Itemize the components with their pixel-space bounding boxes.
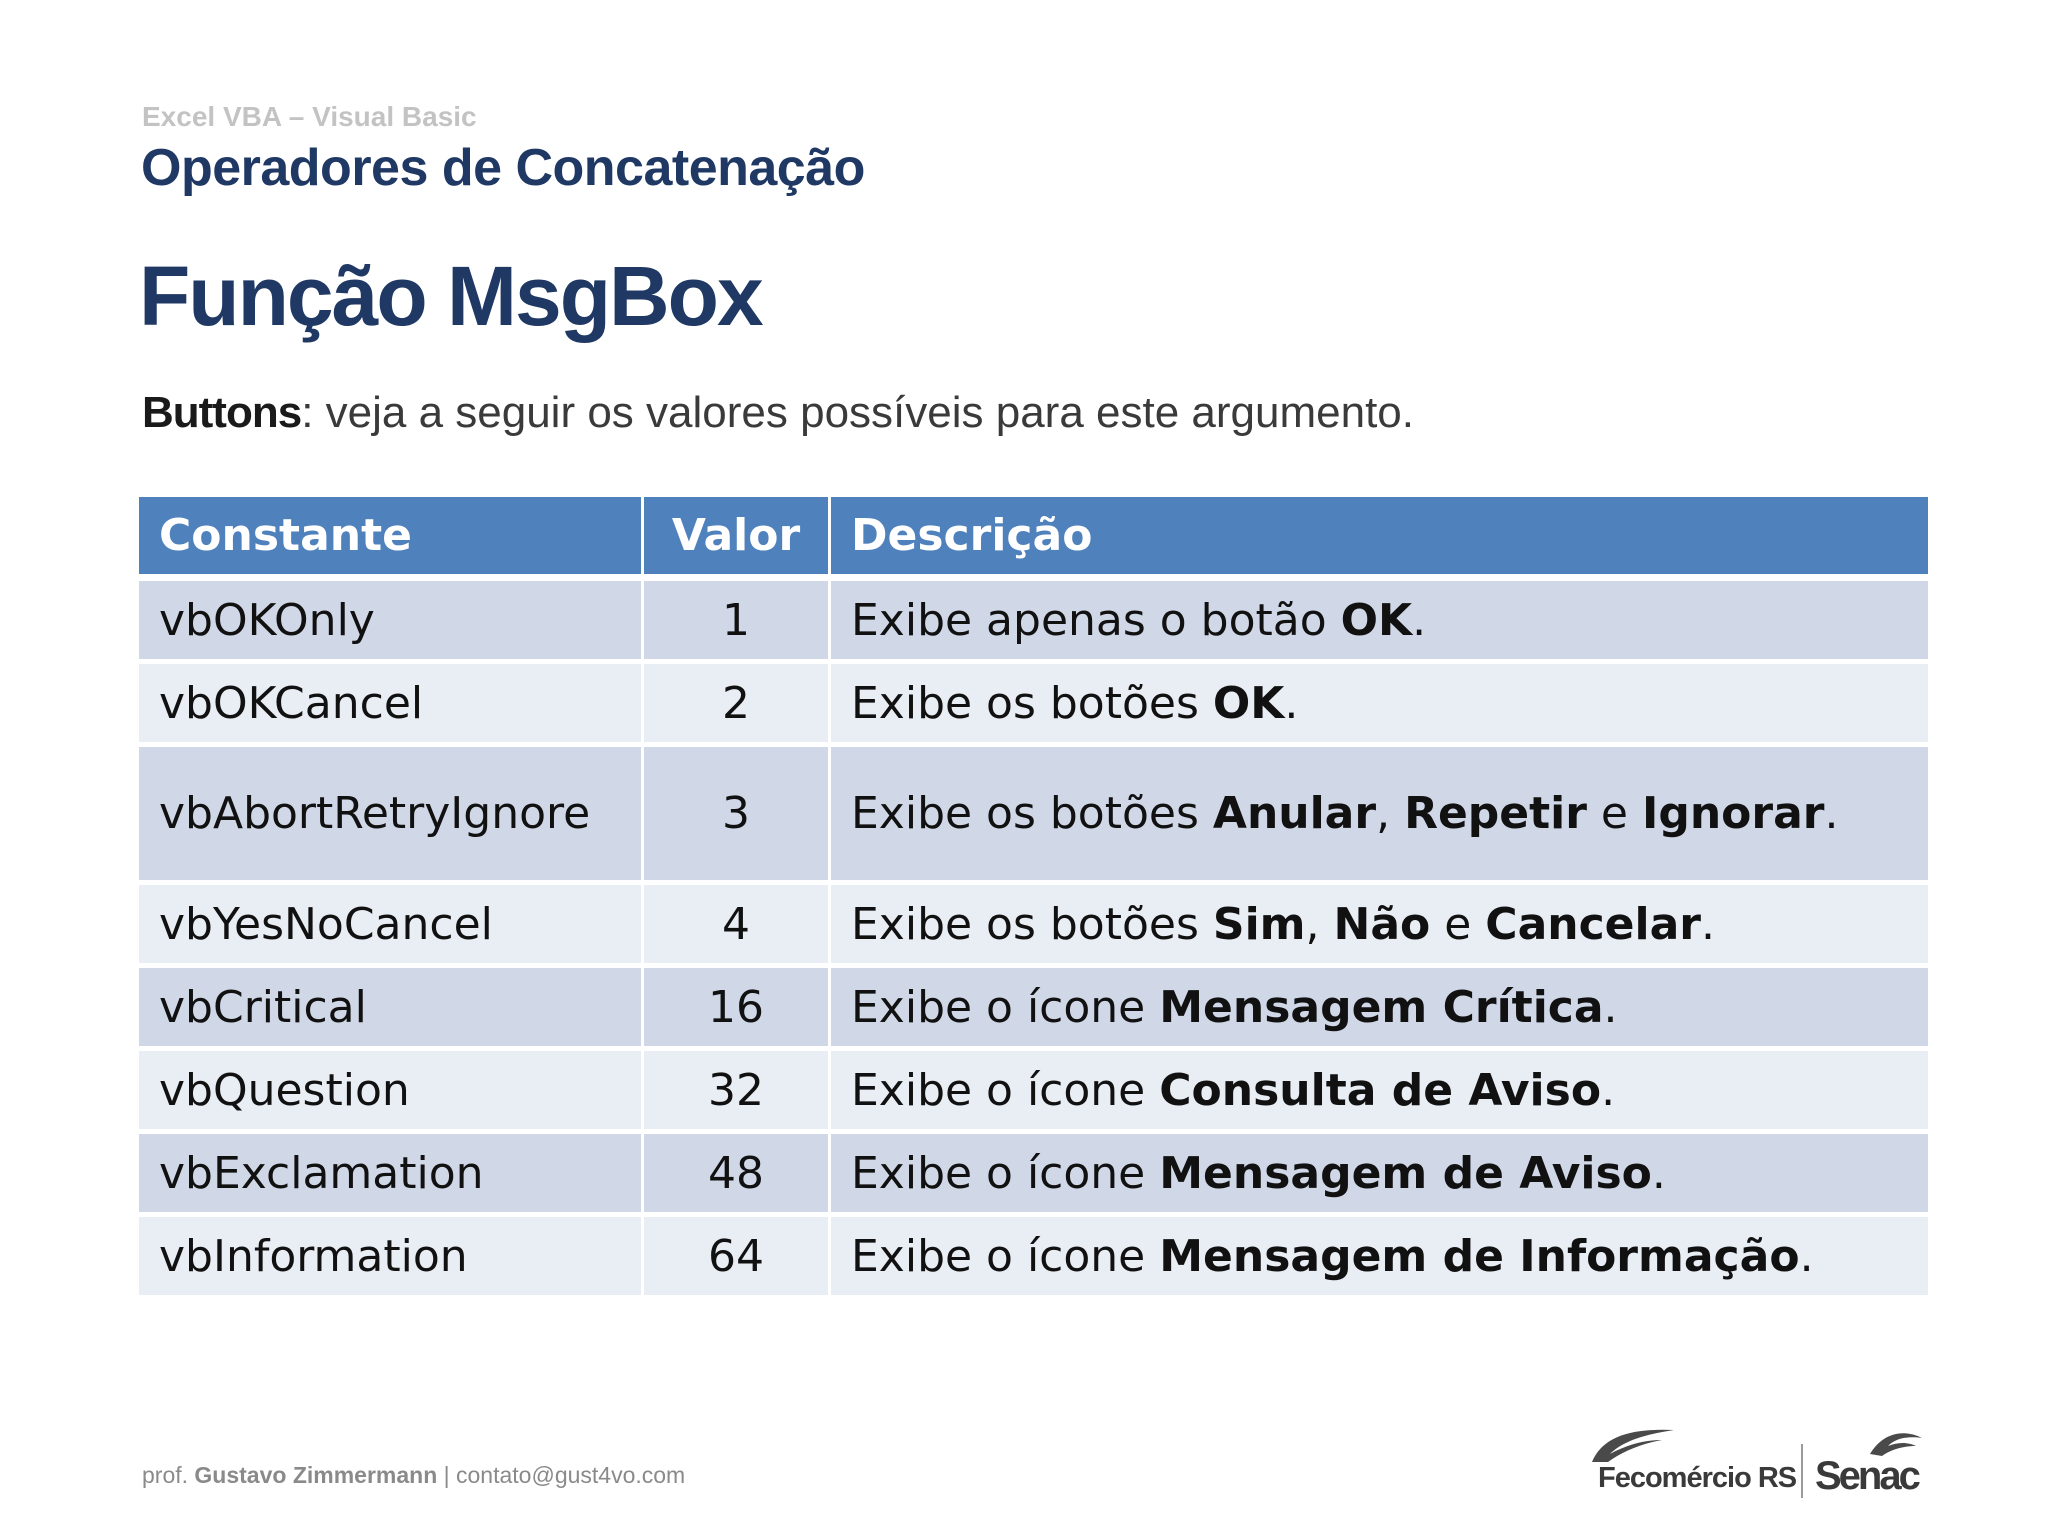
- cell-description: [831, 968, 1928, 1051]
- cell-value: 64: [644, 1217, 831, 1300]
- description-text: Exibe os botões: [851, 788, 1213, 839]
- cell-constant: vbExclamation: [139, 1134, 644, 1217]
- table-row: [139, 885, 1928, 968]
- cell-constant: vbAbortRetryIgnore: [139, 747, 644, 885]
- description-text: Exibe apenas o botão: [851, 594, 1341, 646]
- table-row: [139, 1051, 1928, 1134]
- description-bold: Mensagem de Informação: [1159, 1230, 1800, 1282]
- cell-description: [831, 1134, 1928, 1217]
- description-text: Exibe o ícone: [851, 1147, 1160, 1199]
- footer-author: Gustavo Zimmermann: [194, 1462, 438, 1488]
- fecomercio-logo: Fecomércio RS: [1598, 1462, 1797, 1494]
- description-text: Exibe o ícone: [851, 981, 1160, 1033]
- section-title: Operadores de Concatenação: [141, 139, 865, 197]
- table-row: [139, 1217, 1928, 1300]
- description-bold: OK: [1212, 677, 1285, 729]
- footer-prefix: prof.: [142, 1462, 195, 1488]
- cell-description: [831, 885, 1928, 968]
- table-row: [139, 664, 1928, 747]
- table-row: [139, 968, 1928, 1051]
- description-bold: Mensagem Crítica: [1159, 981, 1604, 1033]
- header-description: Descrição: [831, 497, 1928, 581]
- cell-constant: vbCritical: [139, 968, 644, 1051]
- kicker: Excel VBA – Visual Basic: [142, 101, 477, 132]
- cell-value: 3: [644, 747, 831, 885]
- description-bold: Sim: [1212, 898, 1306, 950]
- description-text: Exibe o ícone: [851, 1230, 1160, 1282]
- intro-term: Buttons: [142, 388, 302, 437]
- description-bold: Anular: [1212, 788, 1377, 839]
- description-bold: OK: [1340, 594, 1413, 646]
- cell-constant: vbQuestion: [139, 1051, 644, 1134]
- table-row: [139, 747, 1928, 885]
- description-bold: Consulta de Aviso: [1159, 1064, 1602, 1116]
- cell-constant: vbYesNoCancel: [139, 885, 644, 968]
- description-text: ,: [1305, 898, 1334, 950]
- description-text: e: [1430, 898, 1486, 950]
- description-text: .: [1799, 1230, 1814, 1282]
- cell-constant: vbInformation: [139, 1217, 644, 1300]
- cell-constant: vbOKOnly: [139, 581, 644, 664]
- table-body: [139, 581, 1928, 1300]
- footer: [142, 1462, 685, 1489]
- description-text: e: [1586, 788, 1642, 839]
- description-text: .: [1701, 898, 1715, 950]
- description-text: Exibe os botões: [851, 898, 1213, 950]
- table-row: [139, 1134, 1928, 1217]
- cell-value: 4: [644, 885, 831, 968]
- description-text: .: [1651, 1147, 1666, 1199]
- header-value: Valor: [644, 497, 831, 581]
- cell-description: [831, 1051, 1928, 1134]
- cell-constant: vbOKCancel: [139, 664, 644, 747]
- description-text: Exibe os botões: [851, 677, 1213, 729]
- cell-value: 16: [644, 968, 831, 1051]
- description-text: .: [1412, 594, 1427, 646]
- constants-table: [139, 497, 1928, 1300]
- description-bold: Não: [1333, 898, 1431, 950]
- table-row: [139, 581, 1928, 664]
- cell-value: 32: [644, 1051, 831, 1134]
- header-constant: Constante: [139, 497, 644, 581]
- logo-divider: [1801, 1444, 1803, 1498]
- cell-value: 1: [644, 581, 831, 664]
- description-bold: Cancelar: [1485, 898, 1701, 950]
- cell-description: [831, 581, 1928, 664]
- table-header-row: [139, 497, 1928, 581]
- description-text: Exibe o ícone: [851, 1064, 1160, 1116]
- description-text: .: [1601, 1064, 1616, 1116]
- description-text: ,: [1376, 788, 1405, 839]
- cell-description: [831, 1217, 1928, 1300]
- description-text: .: [1284, 677, 1299, 729]
- description-text: .: [1824, 788, 1839, 839]
- logos: [1578, 1424, 1938, 1504]
- cell-description: [831, 747, 1928, 885]
- fecomercio-wing-icon: [1588, 1424, 1678, 1464]
- description-bold: Mensagem de Aviso: [1159, 1147, 1652, 1199]
- cell-description: [831, 664, 1928, 747]
- page-title: Função MsgBox: [139, 249, 762, 343]
- senac-logo: Senac: [1815, 1454, 1918, 1498]
- description-text: .: [1603, 981, 1618, 1033]
- intro-sentence: : veja a seguir os valores possíveis para este argumento.: [301, 388, 1414, 437]
- cell-value: 48: [644, 1134, 831, 1217]
- cell-value: 2: [644, 664, 831, 747]
- description-bold: Ignorar: [1641, 788, 1825, 839]
- intro-text: [142, 388, 1414, 438]
- footer-contact: | contato@gust4vo.com: [437, 1462, 686, 1488]
- description-bold: Repetir: [1404, 788, 1587, 839]
